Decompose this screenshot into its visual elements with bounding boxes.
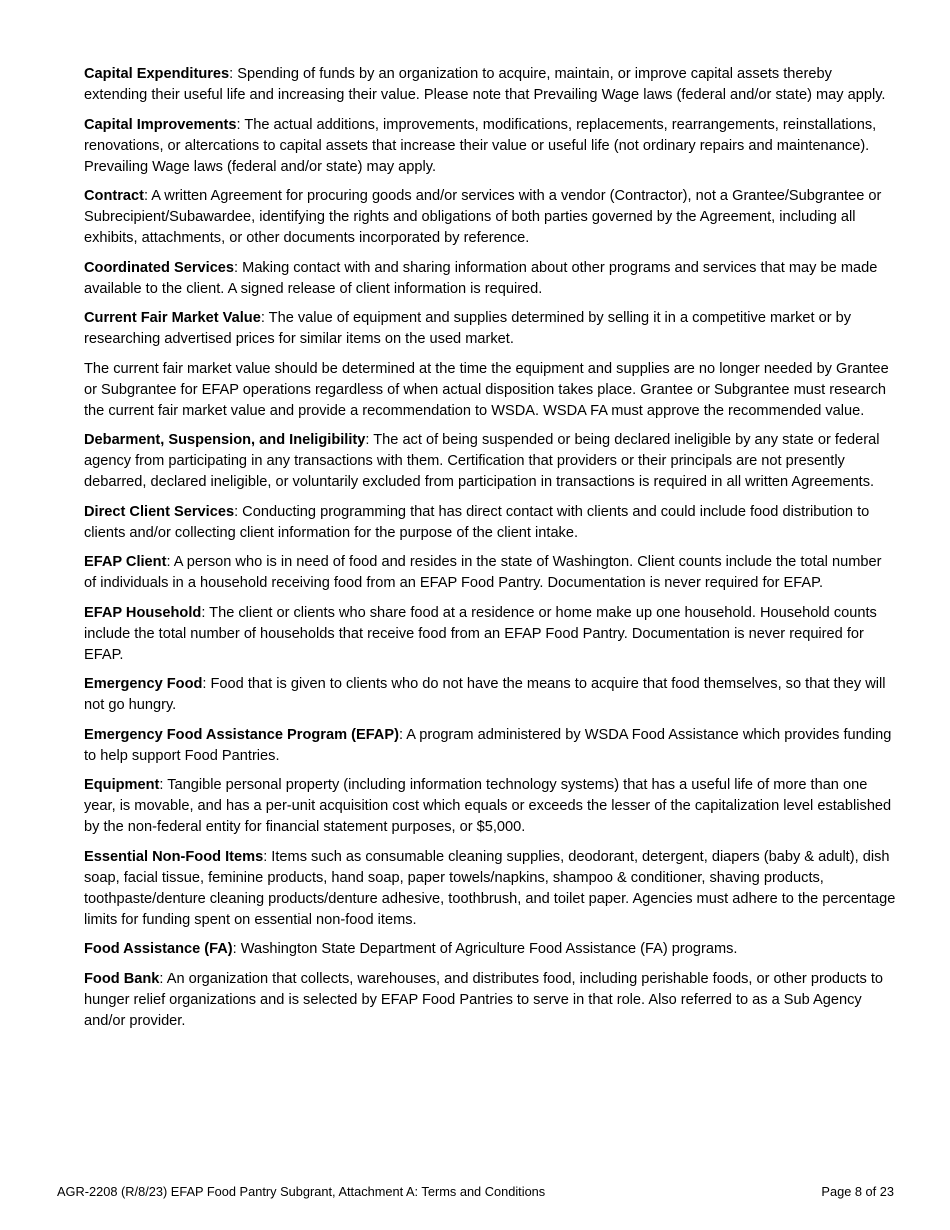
definition-term: Essential Non-Food Items	[84, 848, 264, 865]
definition-paragraph	[84, 674, 896, 716]
definition-text: : Spending of funds by an organization to acquire, maintain, or improve capital assets thereby extending their useful life and increasing their value. Please note that Prevailing Wage laws (federal and/or state) may apply.	[84, 66, 886, 103]
definition-text: : Making contact with and sharing information about other programs and services that may be made available to the client. A signed release of client information is required.	[84, 259, 878, 297]
definition-term: Equipment	[84, 777, 160, 793]
definition-term: Food Bank	[84, 970, 160, 987]
definition-paragraph	[84, 969, 896, 1032]
definition-paragraph	[84, 552, 896, 594]
definition-paragraph	[84, 64, 896, 106]
definition-text: : The value of equipment and supplies determined by selling it in a competitive market or by researching advertised prices for similar items on the used market.	[84, 310, 852, 347]
definition-paragraph	[84, 725, 896, 767]
definition-text: : A person who is in need of food and resides in the state of Washington. Client counts include the total number of individuals in a household receiving food from an EFAP Food Pantry. Documentation is never required for EFAP.	[84, 554, 882, 591]
definition-term: Contract	[84, 188, 144, 204]
definition-text: : Tangible personal property (including information technology systems) that has a useful life of more than one year, is movable, and has a per-unit acquisition cost which equals or exceeds the lesser of the capitalization level established by the non-federal entity for financial statement purposes, or $5,000.	[84, 777, 892, 835]
definition-term: Emergency Food Assistance Program (EFAP)	[84, 726, 399, 743]
definition-text: : A written Agreement for procuring goods and/or services with a vendor (Contractor), not a Grantee/Subgrantee or Subrecipient/Subawardee, identifying the rights and obligations of both parties governed by the Agreement, including all exhibits, attachments, or other documents incorporated by reference.	[84, 188, 882, 246]
definition-text: : Items such as consumable cleaning supplies, deodorant, detergent, diapers (baby & adult), dish soap, facial tissue, feminine products, hand soap, paper towels/napkins, shampoo & conditioner, shaving products, toothpaste/denture cleaning products/denture adhesive, toothbrush, and toilet paper. Agencies must adhere to the percentage limits for funding spent on essential non-food items.	[84, 848, 896, 928]
definition-term: Capital Improvements	[84, 116, 237, 133]
definition-paragraph	[84, 502, 896, 544]
definition-paragraph	[84, 308, 896, 350]
page-footer	[57, 1183, 894, 1201]
definition-text: : Food that is given to clients who do not have the means to acquire that food themselves, so that they will not go hungry.	[84, 676, 886, 713]
definition-paragraph	[84, 847, 896, 931]
document-body	[84, 64, 896, 1040]
paragraph-text: The current fair market value should be determined at the time the equipment and supplies are no longer needed by Grantee or Subgrantee for EFAP operations regardless of when actual disposition takes place. Grantee or Subgrantee must research the current fair market value and provide a recommendation to WSDA. WSDA FA must approve the recommended value.	[84, 360, 889, 419]
definition-paragraph	[84, 603, 896, 666]
definition-text: : An organization that collects, warehouses, and distributes food, including perishable foods, or other products to hunger relief organizations and is selected by EFAP Food Pantries to serve in that role. Also referred to as a Sub Agency and/or provider.	[84, 970, 884, 1029]
definition-text: : The act of being suspended or being declared ineligible by any state or federal agency from participating in any transactions with them. Certification that providers or their principals are not presently debarred, declared ineligible, or voluntarily excluded from participation in transactions is required in all written Agreements.	[84, 432, 880, 490]
definition-paragraph	[84, 258, 896, 300]
definition-text: : The client or clients who share food at a residence or home make up one household. Household counts include the total number of households that receive food from an EFAP Food Pantry. Documentation is never required for EFAP.	[84, 604, 877, 663]
definition-term: Direct Client Services	[84, 503, 235, 520]
definition-term: Coordinated Services	[84, 259, 235, 276]
definition-text: : Conducting programming that has direct contact with clients and could include food distribution to clients and/or collecting client information for the purpose of the client intake.	[84, 503, 870, 541]
definition-term: Debarment, Suspension, and Ineligibility	[84, 432, 366, 448]
continuation-paragraph	[84, 359, 896, 422]
definition-term: Capital Expenditures	[84, 66, 230, 82]
definition-term: Current Fair Market Value	[84, 310, 261, 326]
definition-paragraph	[84, 186, 896, 249]
definition-term: EFAP Household	[84, 604, 202, 621]
definition-paragraph	[84, 775, 896, 838]
definition-text: : The actual additions, improvements, modifications, replacements, rearrangements, reinstallations, renovations, or altercations to capital assets that increase their value or useful life (not ordinary repairs and maintenance). Prevailing Wage laws (federal and/or state) may apply.	[84, 116, 877, 175]
definition-term: Food Assistance (FA)	[84, 941, 233, 957]
definition-paragraph	[84, 939, 896, 960]
footer-document-id: AGR-2208 (R/8/23) EFAP Food Pantry Subgrant, Attachment A: Terms and Conditions	[57, 1184, 546, 1199]
definition-term: EFAP Client	[84, 554, 167, 570]
definition-text: : A program administered by WSDA Food Assistance which provides funding to help support Food Pantries.	[84, 726, 892, 764]
definition-paragraph	[84, 430, 896, 493]
definition-term: Emergency Food	[84, 676, 203, 692]
footer-page-number: Page 8 of 23	[821, 1184, 894, 1199]
definition-paragraph	[84, 115, 896, 178]
definition-text: : Washington State Department of Agriculture Food Assistance (FA) programs.	[232, 941, 738, 957]
